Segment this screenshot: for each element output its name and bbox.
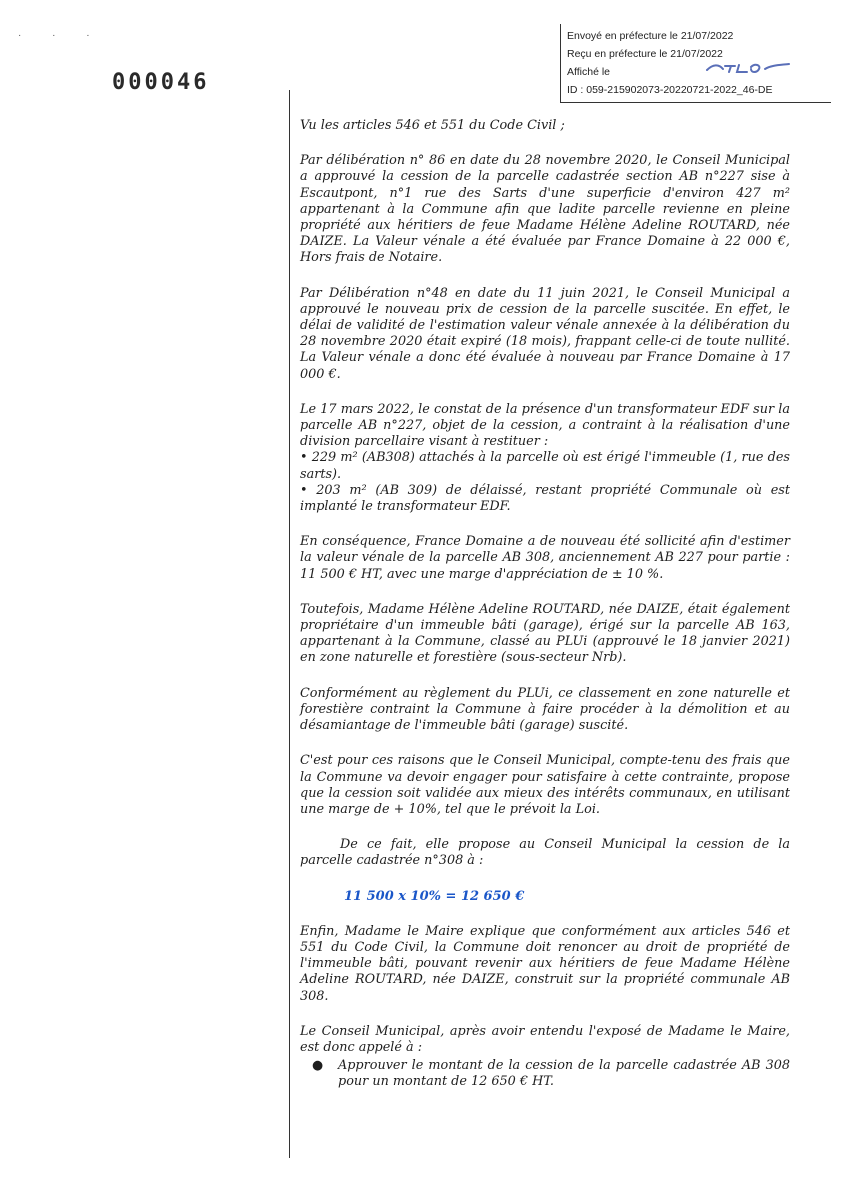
paragraph-garage: Toutefois, Madame Hélène Adeline ROUTARD, née DAIZE, était également propriétaire d'un immeuble bâti (garage), érigé sur la parcelle AB 163, appartenant à la Commune, classé au PLUi (approuvé le 18 janvier 2021) en zone naturelle et forestière (sous-secteur Nrb).	[300, 601, 790, 666]
paragraph-appel: Le Conseil Municipal, après avoir entendu l'exposé de Madame le Maire, est donc appelé à :	[300, 1023, 790, 1055]
prefecture-stamp	[560, 24, 831, 103]
stamp-id: ID : 059-215902073-20220721-2022_46-DE	[567, 84, 773, 96]
list-item-text: Approuver le montant de la cession de la parcelle cadastrée AB 308 pour un montant de 12 650 € HT.	[338, 1058, 790, 1090]
paragraph-transformateur	[300, 402, 790, 515]
paragraph-proposition: De ce fait, elle propose au Conseil Municipal la cession de la parcelle cadastrée n°308 à :	[300, 837, 790, 869]
paragraph-raisons: C'est pour ces raisons que le Conseil Municipal, compte-tenu des frais que la Commune va devoir engager pour satisfaire à cette contrainte, propose que la cession soit validée aux mieux des intérêts communaux, en utilisant une marge de + 10%, tel que le prévoit la Loi.	[300, 753, 790, 817]
transformateur-intro: Le 17 mars 2022, le constat de la présence d'un transformateur EDF sur la parcelle AB n°227, objet de la cession, a contraint à la réalisation d'une division parcellaire visant à restituer :	[300, 401, 790, 450]
bullet-ab309: • 203 m² (AB 309) de délaissé, restant propriété Communale où est implanté le transformateur EDF.	[300, 482, 790, 515]
bullet-ab308: • 229 m² (AB308) attachés à la parcelle où est érigé l'immeuble (1, rue des sarts).	[300, 450, 790, 482]
bullet-icon: ●	[312, 1058, 324, 1074]
paragraph-code-civil: Vu les articles 546 et 551 du Code Civil ;	[300, 118, 565, 133]
document-body	[300, 118, 790, 1091]
paragraph-france-domaine: En conséquence, France Domaine a de nouveau été sollicité afin d'estimer la valeur vénale de la parcelle AB 308, anciennement AB 227 pour partie : 11 500 € HT, avec une marge d'appréciation de ± 10 %.	[300, 534, 790, 582]
margin-rule	[289, 90, 290, 1158]
stamp-posted: Affiché le	[567, 66, 610, 78]
list-item	[300, 1058, 790, 1090]
decision-list	[300, 1058, 790, 1090]
stamp-received: Reçu en préfecture le 21/07/2022	[567, 48, 723, 60]
signature-logo	[705, 61, 791, 75]
stamp-sent: Envoyé en préfecture le 21/07/2022	[567, 30, 734, 42]
paragraph-renonciation: Enfin, Madame le Maire explique que conformément aux articles 546 et 551 du Code Civil, la Commune doit renoncer au droit de propriété de l'immeuble bâti, pouvant revenir aux héritiers de feue Madame Hélène Adeline ROUTARD, née DAIZE, construit sur la propriété communale AB 308.	[300, 923, 790, 1004]
page-number: 000046	[112, 70, 210, 95]
paragraph-deliberation-48: Par Délibération n°48 en date du 11 juin 2021, le Conseil Municipal a approuvé le nouveau prix de cession de la parcelle suscitée. En effet, le délai de validité de l'estimation valeur vénale annexée à la délibération du 28 novembre 2020 était expiré (18 mois), frappant celle-ci de toute nullité. La Valeur vénale a donc été évaluée à nouveau par France Domaine à 17 000 €.	[300, 285, 790, 382]
scan-specks: · · ·	[18, 30, 104, 41]
paragraph-deliberation-86: Par délibération n° 86 en date du 28 novembre 2020, le Conseil Municipal a approuvé la cession de la parcelle cadastrée section AB n°227 sise à Escautpont, n°1 rue des Sarts d'une superficie d'environ 427 m² appartenant à la Commune afin que ladite parcelle revienne en pleine propriété aux héritiers de feue Madame Hélène Adeline ROUTARD, née DAIZE. La Valeur vénale a été évaluée par France Domaine à 22 000 €, Hors frais de Notaire.	[300, 153, 790, 266]
price-formula: 11 500 x 10% = 12 650 €	[344, 888, 525, 904]
paragraph-plui: Conformément au règlement du PLUi, ce classement en zone naturelle et forestière contraint la Commune à faire procéder à la démolition et au désamiantage de l'immeuble bâti (garage) suscité.	[300, 685, 790, 734]
